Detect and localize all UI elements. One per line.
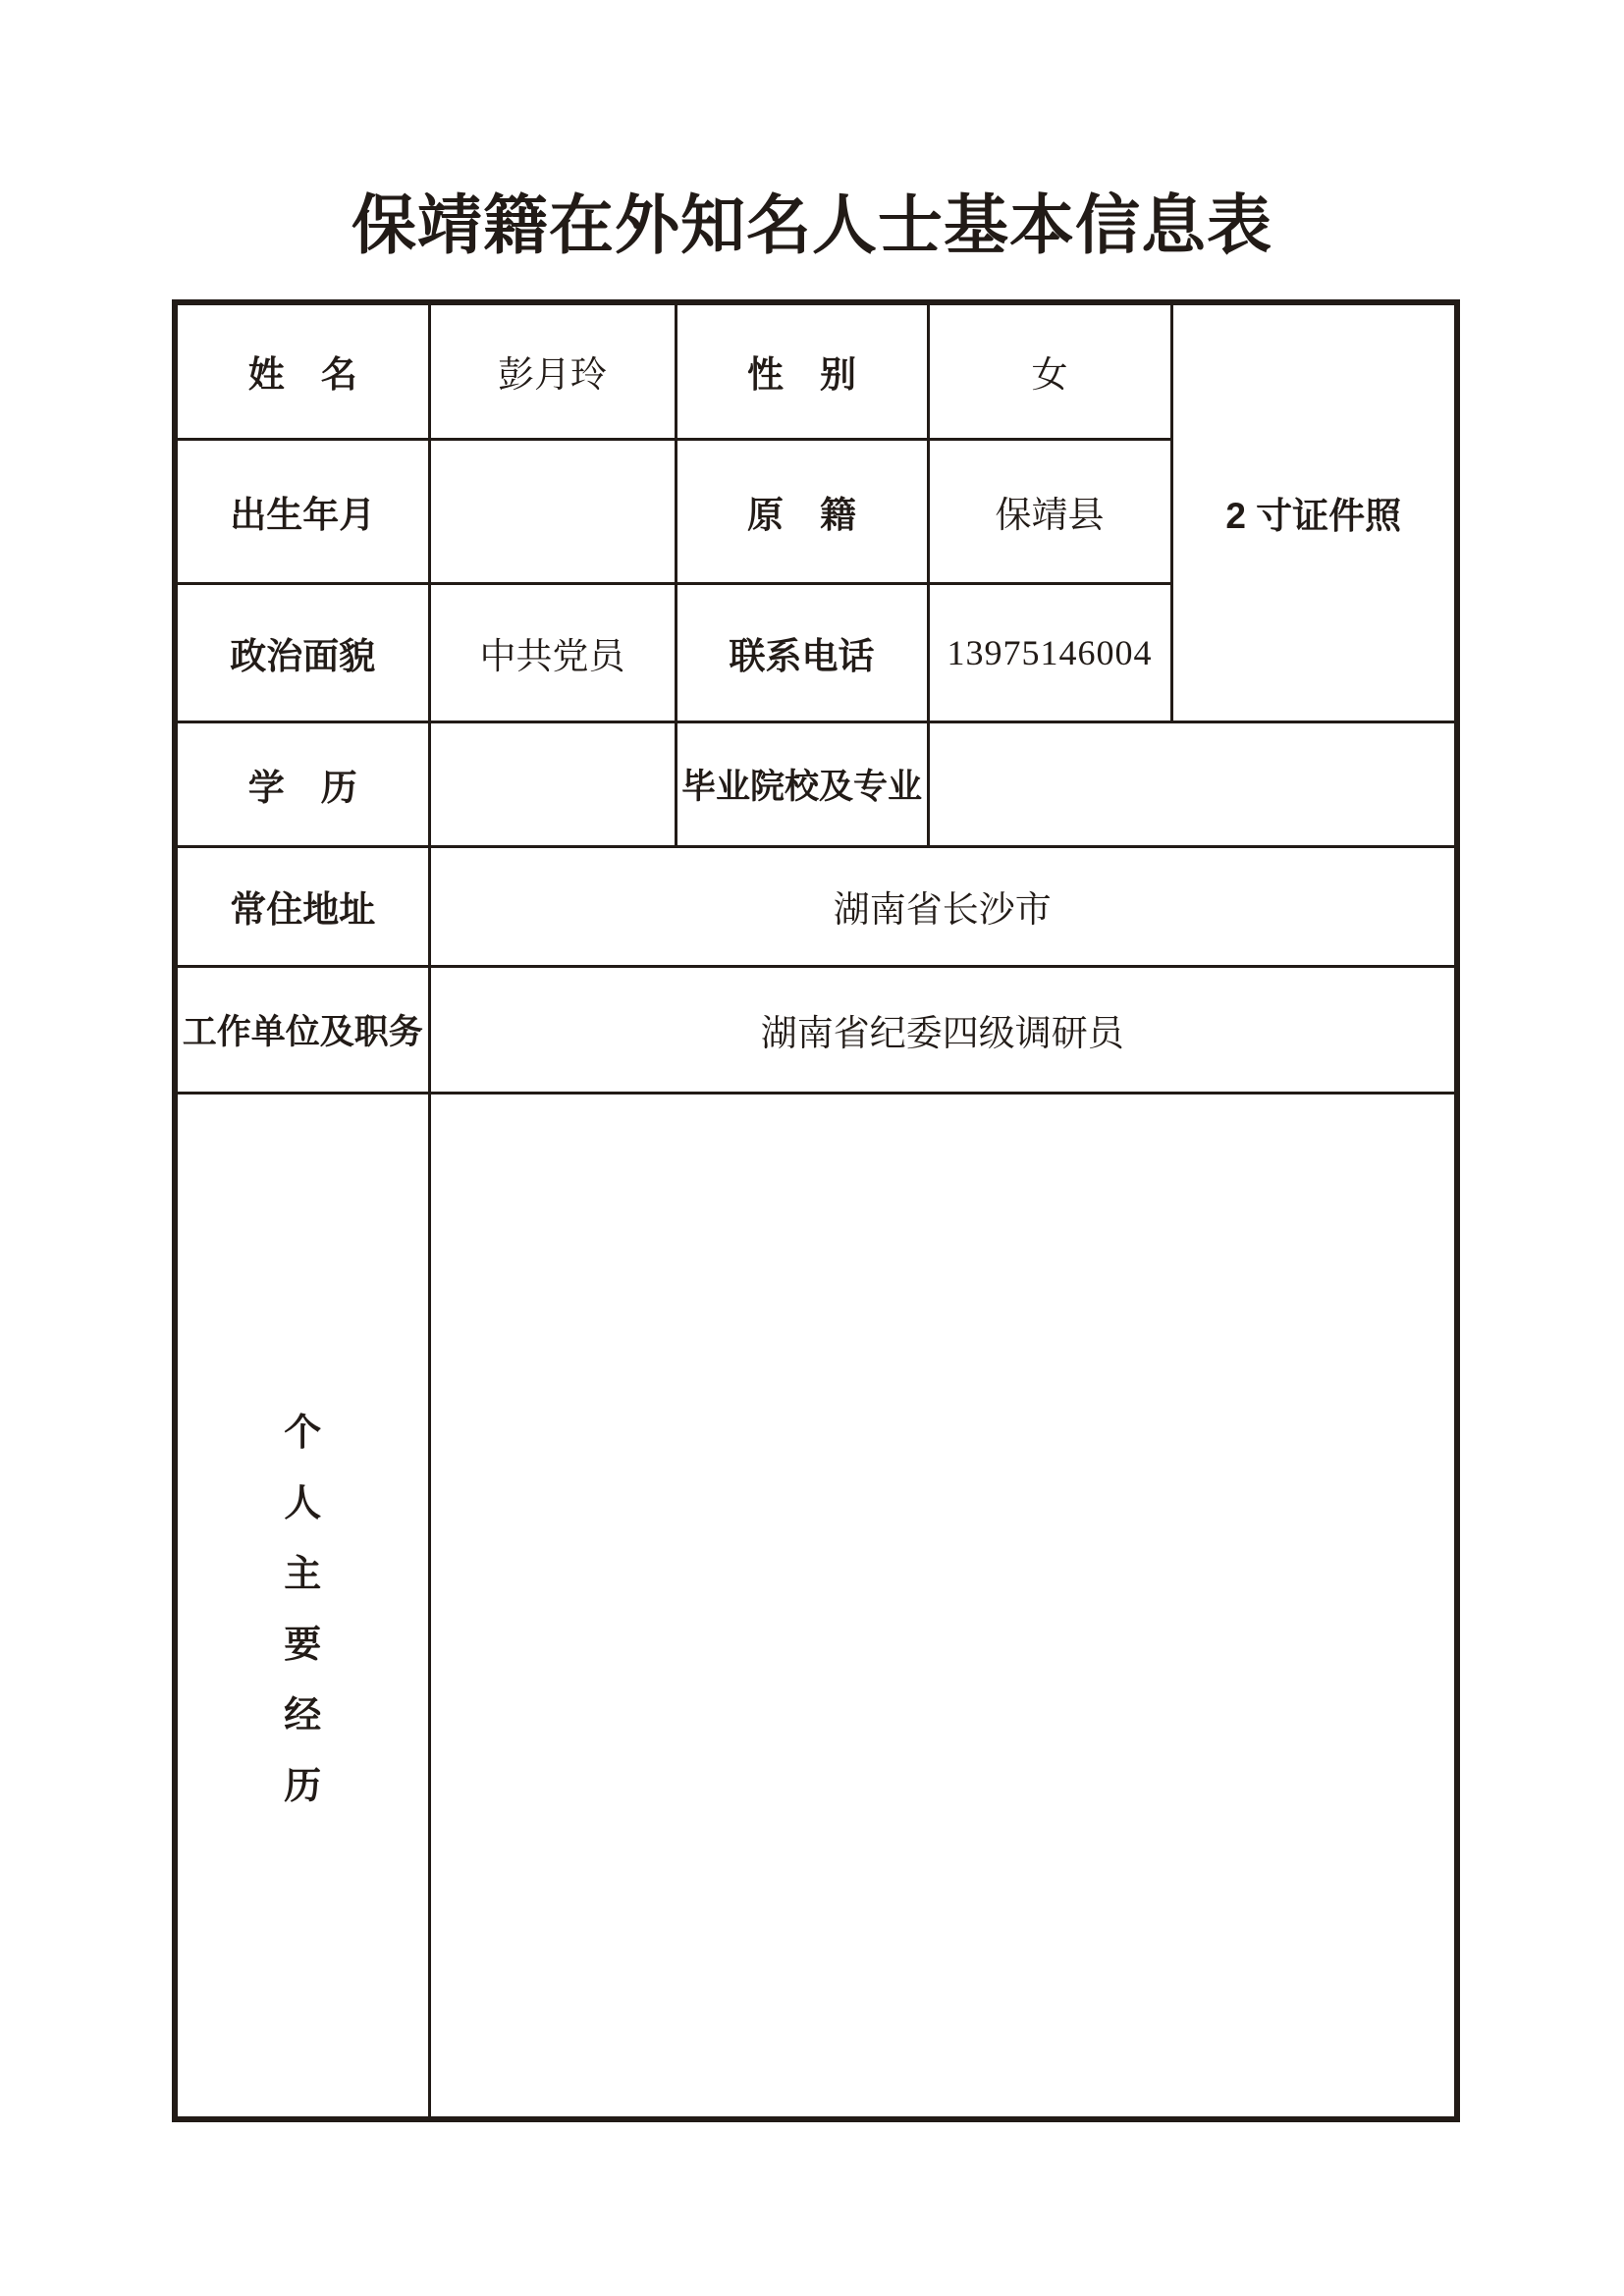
experience-label-char: 历 <box>284 1765 322 1807</box>
phone-label: 联系电话 <box>676 583 928 721</box>
work-value: 湖南省纪委四级调研员 <box>429 966 1457 1093</box>
gender-value: 女 <box>928 302 1171 439</box>
name-label: 姓 名 <box>175 302 429 439</box>
education-label: 学 历 <box>175 721 429 846</box>
experience-label-char: 个 <box>284 1412 322 1454</box>
row-address <box>175 846 1457 966</box>
row-education-school <box>175 721 1457 846</box>
experience-label-char: 主 <box>284 1553 322 1595</box>
photo-placeholder-cell: 2 寸证件照 <box>1171 302 1457 721</box>
political-value: 中共党员 <box>429 583 676 721</box>
experience-label-char: 经 <box>284 1694 322 1736</box>
row-name-gender <box>175 302 1457 439</box>
experience-label-cell <box>175 1093 429 2119</box>
address-value: 湖南省长沙市 <box>429 846 1457 966</box>
gender-label: 性 别 <box>676 302 928 439</box>
address-label: 常住地址 <box>175 846 429 966</box>
experience-label-char: 要 <box>284 1624 322 1666</box>
school-label: 毕业院校及专业 <box>676 721 928 846</box>
page-title: 保靖籍在外知名人士基本信息表 <box>352 190 1272 262</box>
birth-label: 出生年月 <box>175 439 429 583</box>
education-value <box>429 721 676 846</box>
experience-label-char: 人 <box>284 1482 322 1524</box>
origin-value: 保靖县 <box>928 439 1171 583</box>
work-label: 工作单位及职务 <box>175 966 429 1093</box>
origin-label: 原 籍 <box>676 439 928 583</box>
experience-value <box>429 1093 1457 2119</box>
experience-label <box>178 1402 428 1809</box>
political-label: 政治面貌 <box>175 583 429 721</box>
info-form-table <box>172 299 1460 2122</box>
name-value: 彭月玲 <box>429 302 676 439</box>
birth-value <box>429 439 676 583</box>
school-value <box>928 721 1457 846</box>
phone-value: 13975146004 <box>928 583 1171 721</box>
row-experience <box>175 1093 1457 2119</box>
row-work <box>175 966 1457 1093</box>
